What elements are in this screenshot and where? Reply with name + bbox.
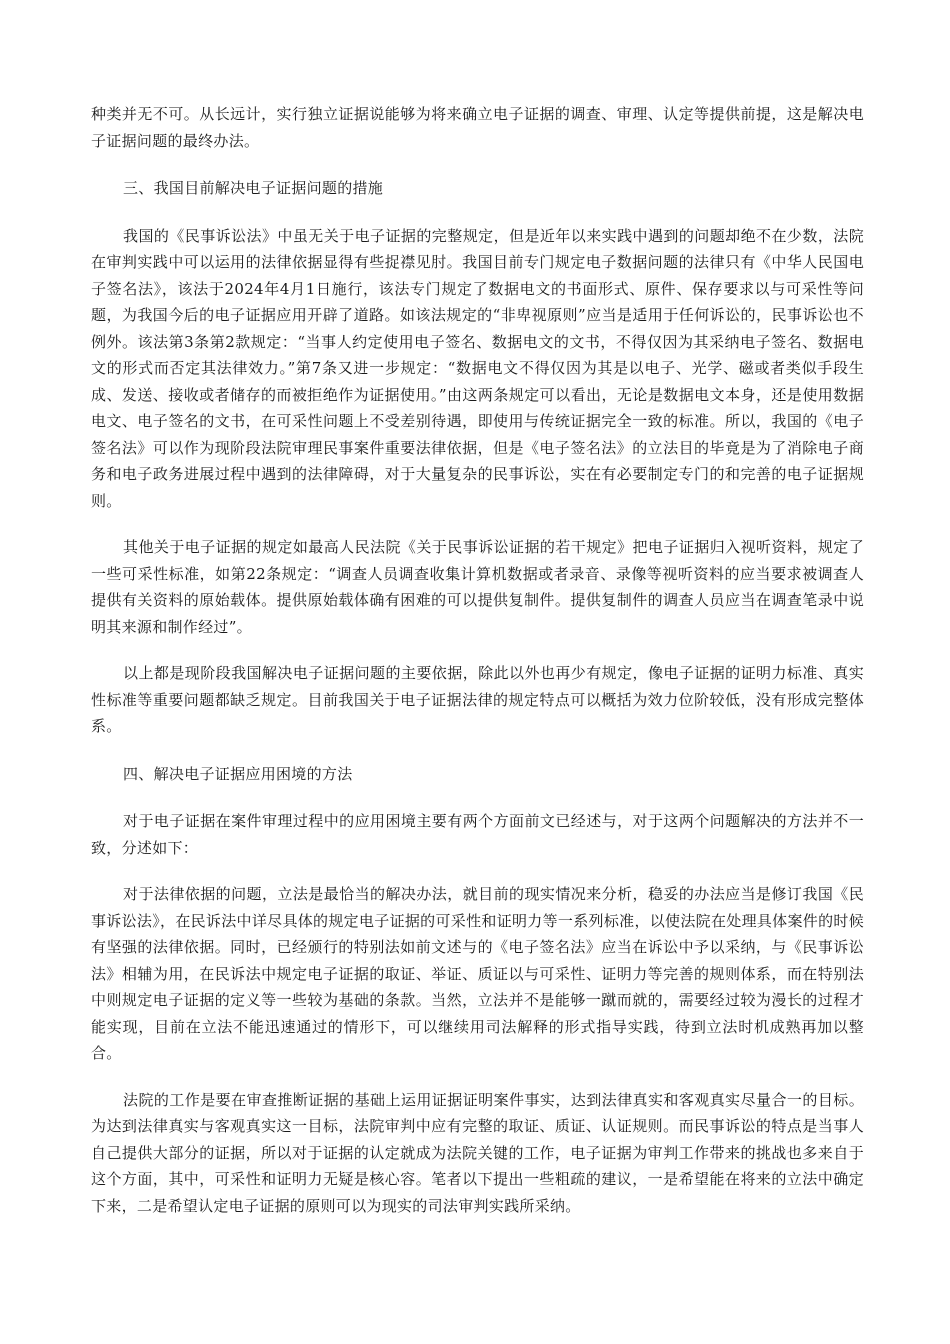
body-paragraph: 对于法律依据的问题，立法是最恰当的解决办法，就目前的现实情况来分析，稳妥的办法应当是修订我国《民事诉讼法》，在民诉法中详尽具体的规定电子证据的可采性和证明力等一系列标准，以使法院在处理具体案件的时候有坚强的法律依据。同时，已经颁行的特别法如前文述与的《电子签名法》应当在诉讼中予以采纳，与《民事诉讼法》相辅为用，在民诉法中规定电子证据的取证、举证、质证以与可采性、证明力等完善的规则体系，而在特别法中则规定电子证据的定义等一些较为基础的条款。当然，立法并不是能够一蹴而就的，需要经过较为漫长的过程才能实现，目前在立法不能迅速通过的情形下，可以继续用司法解释的形式指导实践，待到立法时机成熟再加以整合。 bbox=[91, 885, 864, 1062]
paragraph-gap bbox=[91, 640, 864, 660]
body-paragraph: 对于电子证据在案件审理过程中的应用困境主要有两个方面前文已经述与，对于这两个问题解决的方法并不一致，分述如下： bbox=[91, 812, 864, 857]
paragraph-gap bbox=[91, 514, 864, 534]
section-heading-4: 四、解决电子证据应用困境的方法 bbox=[123, 764, 353, 783]
body-paragraph: 以上都是现阶段我国解决电子证据问题的主要依据，除此以外也再少有规定，像电子证据的证明力标准、真实性标准等重要问题都缺乏规定。目前我国关于电子证据法律的规定特点可以概括为效力位阶较低，没有形成完整体系。 bbox=[91, 664, 864, 735]
section-heading-3: 三、我国目前解决电子证据问题的措施 bbox=[123, 179, 384, 197]
paragraph-gap bbox=[91, 787, 864, 808]
paragraph-gap bbox=[91, 740, 864, 761]
body-paragraph: 法院的工作是要在审查推断证据的基础上运用证据证明案件事实，达到法律真实和客观真实尽量合一的目标。为达到法律真实与客观真实这一目标，法院审判中应有完整的取证、质证、认证规则。而民事诉讼的特点是当事人自己提供大部分的证据，所以对于证据的认定就成为法院关键的工作，电子证据为审判工作带来的挑战也多来自于这个方面，其中，可采性和证明力无疑是核心容。笔者以下提出一些粗疏的建议，一是希望能在将来的立法中确定下来，二是希望认定电子证据的原则可以为现实的司法审判实践所采纳。 bbox=[91, 1090, 864, 1215]
paragraph-gap bbox=[91, 202, 864, 223]
body-paragraph: 我国的《民事诉讼法》中虽无关于电子证据的完整规定，但是近年以来实践中遇到的问题却绝不在少数，法院在审判实践中可以运用的法律依据显得有些捉襟见肘。我国目前专门规定电子数据问题的法律只有《中华人民国电子签名法》，该法于2024年4月1日施行，该法专门规定了数据电文的书面形式、原件、保存要求以与可采性等问题，为我国今后的电子证据应用开辟了道路。如该法规定的“非卑视原则”应当是适用于任何诉讼的，民事诉讼也不例外。该法第3条第2款规定：“当事人约定使用电子签名、数据电文的文书，不得仅因为其采纳电子签名、数据电文的形式而否定其法律效力。”第7条又进一步规定：“数据电文不得仅因为其是以电子、光学、磁或者类似手段生成、发送、接收或者储存的而被拒绝作为证据使用。”由这两条规定可以看出，无论是数据电文本身，还是使用数据电文、电子签名的文书，在可采性问题上不受差别待遇，即使用与传统证据完全一致的标准。所以，我国的《电子签名法》可以作为现阶段法院审理民事案件重要法律依据，但是《电子签名法》的立法目的毕竟是为了消除电子商务和电子政务进展过程中遇到的法律障碍，对于大量复杂的民事诉讼，实在有必要制定专门的和完善的电子证据规则。 bbox=[91, 226, 864, 510]
continuation-paragraph: 种类并无不可。从长远计，实行独立证据说能够为将来确立电子证据的调查、审理、认定等提供前提，这是解决电子证据问题的最终办法。 bbox=[91, 105, 864, 150]
body-paragraph: 其他关于电子证据的规定如最高人民法院《关于民事诉讼证据的若干规定》把电子证据归入视听资料，规定了一些可采性标准，如第22条规定：“调查人员调查收集计算机数据或者录音、录像等视听资料的应当要求被调查人提供有关资料的原始载体。提供原始载体确有困难的可以提供复制件。提供复制件的调查人员应当在调查笔录中说明其来源和制作经过”。 bbox=[91, 538, 864, 636]
paragraph-gap bbox=[91, 861, 864, 881]
paragraph-gap bbox=[91, 1067, 864, 1087]
paragraph-gap bbox=[91, 154, 864, 175]
